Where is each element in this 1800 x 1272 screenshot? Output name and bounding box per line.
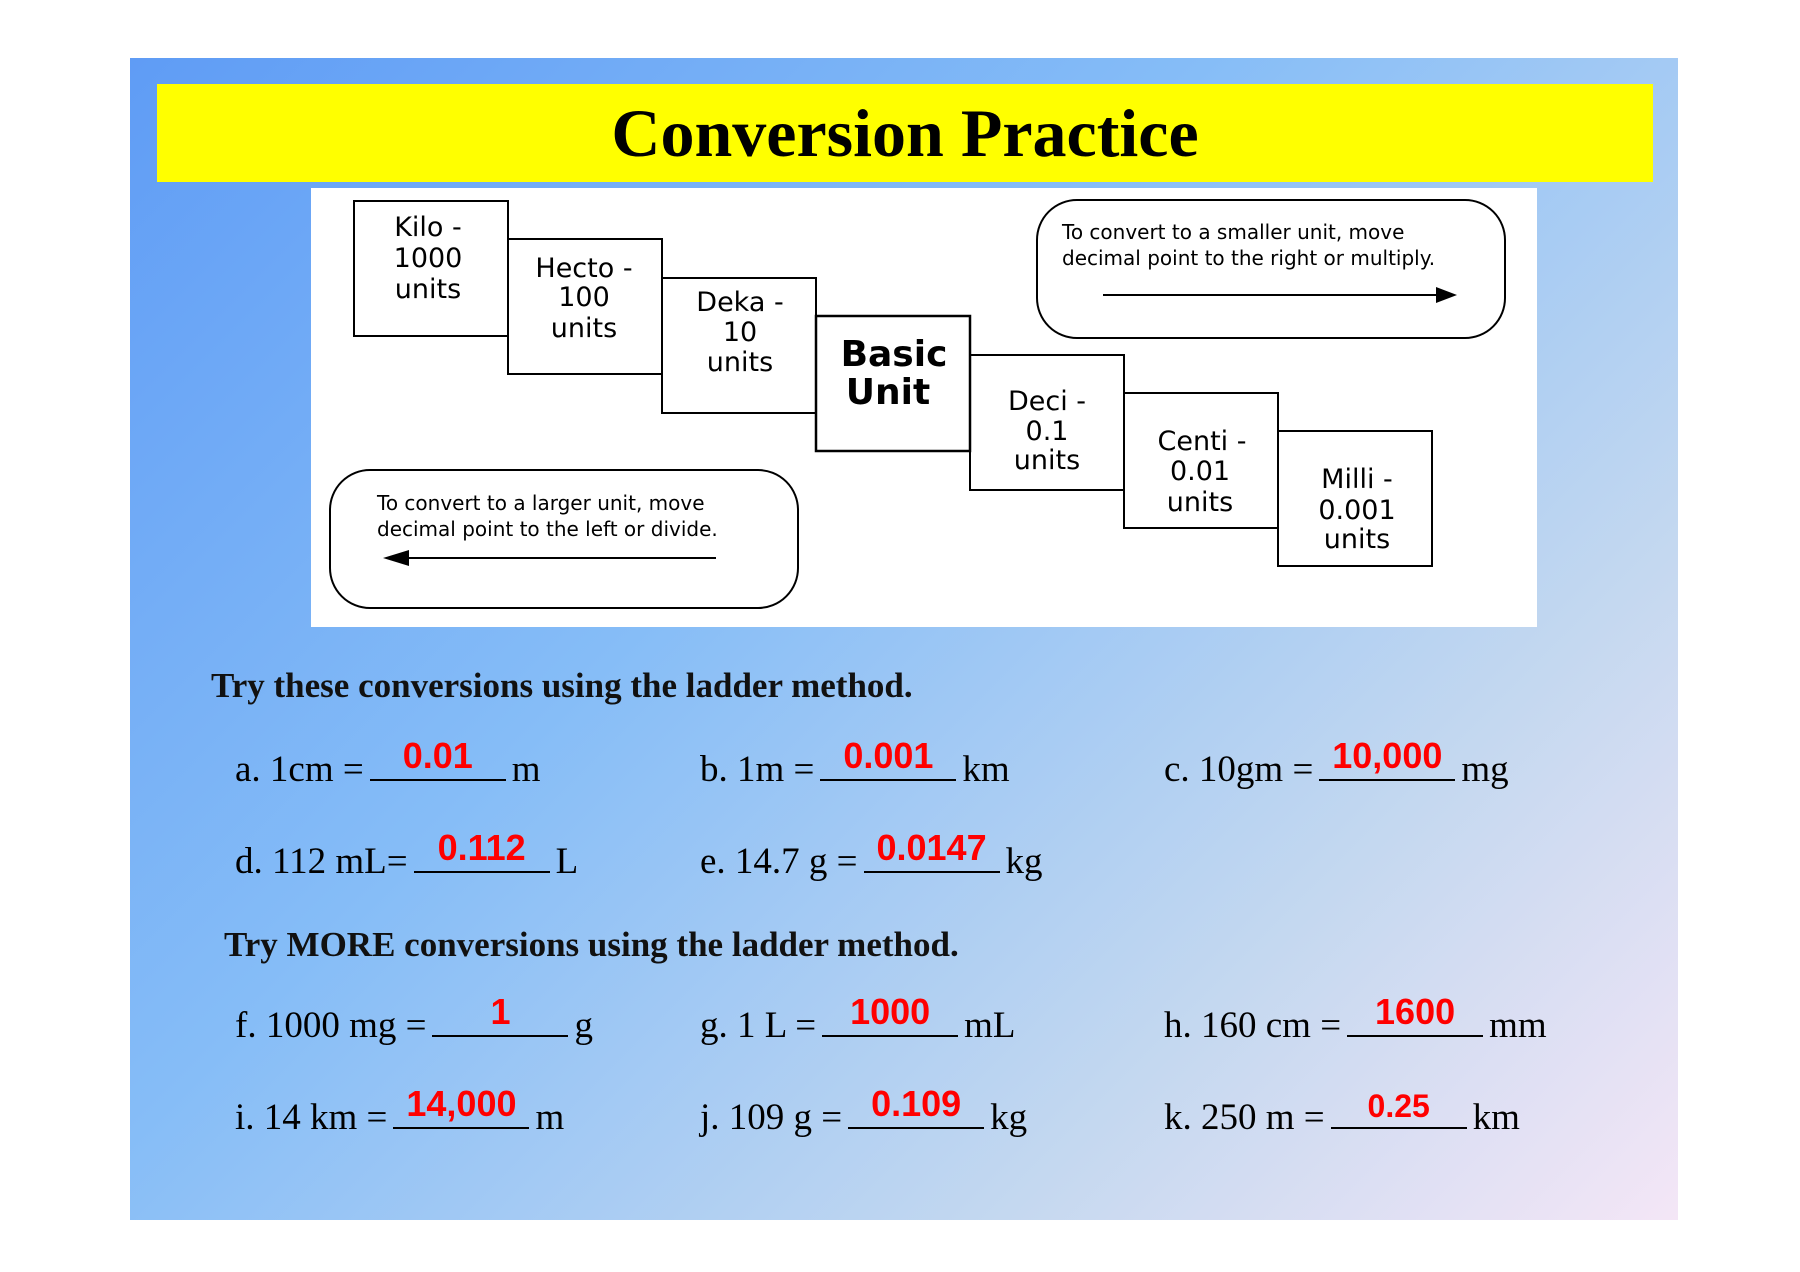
step-milli-name: Milli -	[1321, 464, 1393, 495]
problem-e-answer: 0.0147	[876, 827, 987, 868]
section2-heading: Try MORE conversions using the ladder method.	[224, 925, 959, 964]
problem-h	[1164, 991, 1547, 1047]
step-centi-value: 0.01	[1169, 456, 1231, 487]
problem-c	[1164, 735, 1509, 791]
problem-a-blank[interactable]	[370, 735, 506, 781]
step-deka-name: Deka -	[696, 287, 784, 318]
problem-j-prefix: j. 109 g =	[700, 1097, 843, 1138]
problem-k-answer: 0.25	[1367, 1088, 1430, 1124]
problem-b-unit: km	[962, 749, 1010, 790]
problem-a-unit: m	[511, 749, 541, 790]
smaller-unit-note-line2: decimal point to the right or multiply.	[1062, 246, 1436, 270]
problem-j-unit: kg	[990, 1097, 1028, 1138]
title-banner	[157, 84, 1653, 182]
step-deka-value: 10	[722, 317, 758, 348]
problem-e-unit: kg	[1005, 841, 1043, 882]
problem-g-prefix: g. 1 L =	[700, 1005, 817, 1046]
step-hecto-name: Hecto -	[535, 253, 633, 284]
problem-b-answer: 0.001	[843, 735, 934, 776]
problem-a-prefix: a. 1cm =	[235, 749, 364, 790]
problem-k-prefix: k. 250 m =	[1164, 1097, 1325, 1138]
problem-i-unit: m	[535, 1097, 565, 1138]
step-milli-value: 0.001	[1318, 495, 1396, 526]
step-kilo-value: 1000	[393, 243, 463, 274]
problem-i	[235, 1083, 565, 1139]
ladder-diagram	[311, 188, 1537, 627]
problem-d-blank[interactable]	[414, 827, 550, 873]
problem-e	[700, 827, 1043, 883]
problem-f-answer: 1	[490, 991, 511, 1032]
problem-i-blank[interactable]	[393, 1083, 529, 1129]
problem-f-prefix: f. 1000 mg =	[235, 1005, 427, 1046]
step-deci-value: 0.1	[1025, 416, 1069, 447]
problem-g	[700, 991, 1016, 1047]
problem-b	[700, 735, 1010, 791]
problem-d-answer: 0.112	[437, 827, 526, 868]
step-deci-name: Deci -	[1007, 386, 1087, 417]
problem-i-answer: 14,000	[406, 1083, 517, 1124]
ladder-svg	[311, 188, 1537, 627]
left-arrow-icon	[383, 550, 409, 566]
problem-j	[700, 1083, 1028, 1139]
problem-e-blank[interactable]	[864, 827, 1000, 873]
step-centi-name: Centi -	[1157, 426, 1247, 457]
problem-a	[235, 735, 541, 791]
problem-j-answer: 0.109	[871, 1083, 962, 1124]
problem-a-answer: 0.01	[402, 735, 473, 776]
step-hecto-value: 100	[558, 282, 610, 313]
problem-h-blank[interactable]	[1347, 991, 1483, 1037]
section1-heading: Try these conversions using the ladder method.	[211, 666, 913, 705]
problem-f	[235, 991, 593, 1047]
page-title: Conversion Practice	[611, 94, 1199, 171]
larger-unit-note-line2: decimal point to the left or divide.	[377, 517, 718, 541]
step-hecto-unit: units	[550, 313, 618, 344]
problem-g-blank[interactable]	[822, 991, 958, 1037]
step-deka-unit: units	[706, 347, 774, 378]
problem-c-unit: mg	[1461, 749, 1509, 790]
problem-h-unit: mm	[1489, 1005, 1547, 1046]
problem-d-unit: L	[555, 841, 579, 882]
problem-c-prefix: c. 10gm =	[1164, 749, 1314, 790]
problem-d	[235, 827, 579, 883]
problem-f-unit: g	[574, 1005, 593, 1046]
step-basic-value: Unit	[845, 372, 931, 413]
problem-i-prefix: i. 14 km =	[235, 1097, 388, 1138]
problem-j-blank[interactable]	[848, 1083, 984, 1129]
step-milli-unit: units	[1323, 524, 1391, 555]
problem-c-answer: 10,000	[1332, 735, 1443, 776]
problem-h-prefix: h. 160 cm =	[1164, 1005, 1342, 1046]
larger-unit-note-line1: To convert to a larger unit, move	[377, 491, 705, 515]
step-deci-unit: units	[1013, 445, 1081, 476]
problem-g-answer: 1000	[850, 991, 931, 1032]
problem-b-blank[interactable]	[820, 735, 956, 781]
step-kilo-name: Kilo -	[394, 212, 462, 243]
problem-f-blank[interactable]	[432, 991, 568, 1037]
right-arrow-icon	[1436, 287, 1457, 303]
problem-b-prefix: b. 1m =	[700, 749, 815, 790]
problem-k-blank[interactable]	[1331, 1088, 1467, 1129]
problem-k-unit: km	[1472, 1097, 1520, 1138]
problem-c-blank[interactable]	[1319, 735, 1455, 781]
problem-k	[1164, 1088, 1520, 1139]
step-basic-name: Basic	[840, 334, 948, 375]
step-kilo-unit: units	[394, 274, 462, 305]
problem-h-answer: 1600	[1375, 991, 1456, 1032]
problem-g-unit: mL	[964, 1005, 1016, 1046]
step-centi-unit: units	[1166, 487, 1234, 518]
smaller-unit-note-line1: To convert to a smaller unit, move	[1062, 220, 1405, 244]
problem-e-prefix: e. 14.7 g =	[700, 841, 858, 882]
problem-d-prefix: d. 112 mL=	[235, 841, 408, 882]
